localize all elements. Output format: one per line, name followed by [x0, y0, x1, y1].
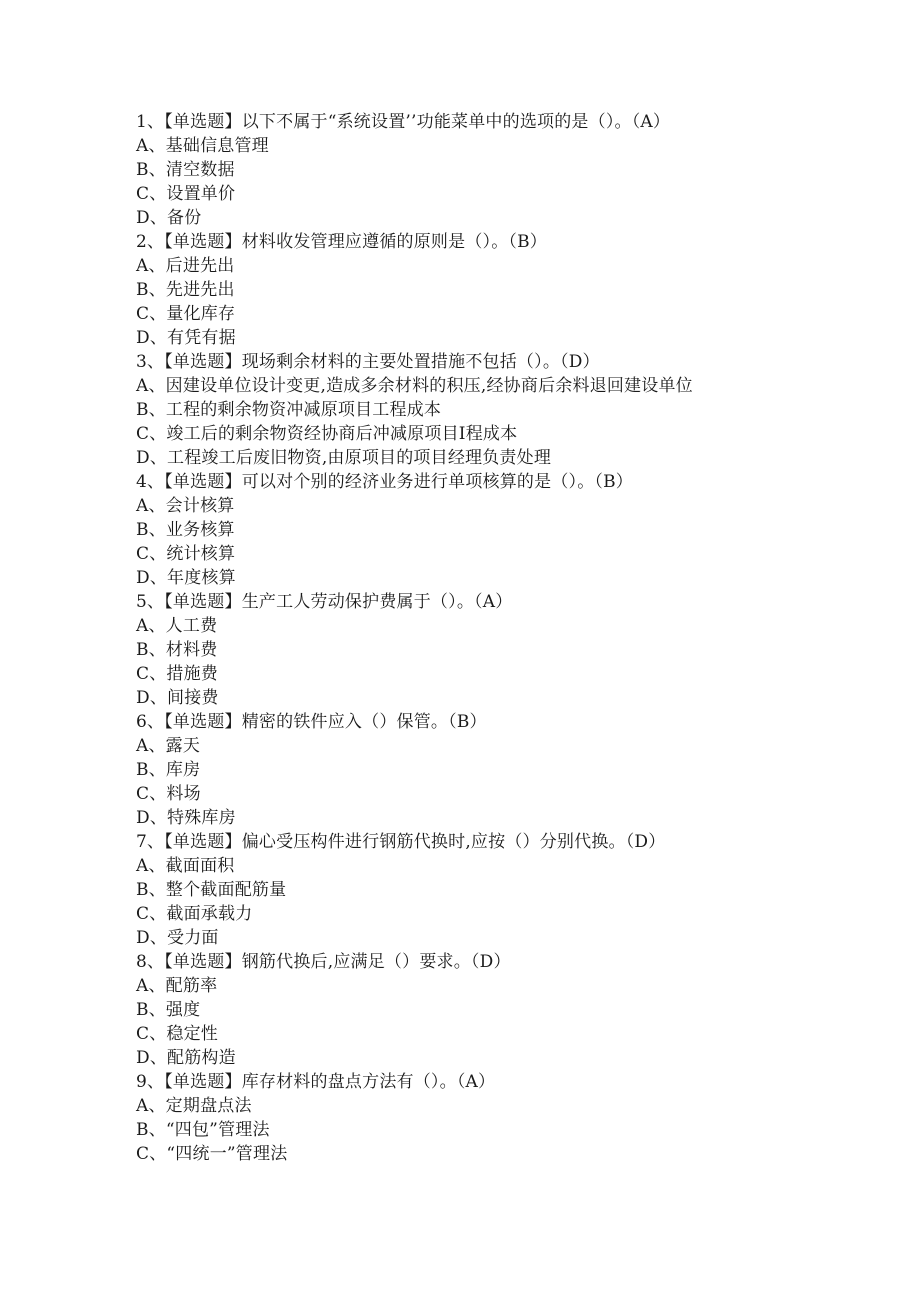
question-4-option-a: A、会计核算 — [136, 496, 235, 516]
question-5-stem: 5、【单选题】生产工人劳动保护费属于（）。（A） — [136, 592, 513, 612]
question-6-option-d: D、特殊库房 — [136, 808, 236, 828]
question-9-option-b: B、“四包”管理法 — [136, 1120, 270, 1140]
question-7-stem: 7、【单选题】偏心受压构件进行钢筋代换时,应按（）分别代换。（D） — [136, 832, 666, 852]
question-1-stem: 1、【单选题】以下不属于“系统设置’’功能菜单中的选项的是（）。（A） — [136, 112, 671, 132]
question-3-option-c: C、竣工后的剩余物资经协商后冲减原项目I程成本 — [136, 424, 518, 444]
question-3-option-b: B、工程的剩余物资冲减原项目工程成本 — [136, 400, 442, 420]
question-2-stem: 2、【单选题】材料收发管理应遵循的原则是（）。（B） — [136, 232, 548, 252]
question-7-option-c: C、截面承载力 — [136, 904, 253, 924]
question-7-option-d: D、受力面 — [136, 928, 219, 948]
question-2-option-b: B、先进先出 — [136, 280, 235, 300]
question-6-option-b: B、库房 — [136, 760, 201, 780]
question-4-option-b: B、业务核算 — [136, 520, 235, 540]
question-1-option-b: B、清空数据 — [136, 160, 235, 180]
question-9-option-a: A、定期盘点法 — [136, 1096, 252, 1116]
question-8-option-c: C、稳定性 — [136, 1024, 219, 1044]
question-8-stem: 8、【单选题】钢筋代换后,应满足（）要求。（D） — [136, 952, 511, 972]
question-list — [136, 110, 856, 1166]
question-2-option-d: D、有凭有据 — [136, 328, 236, 348]
question-8-option-a: A、配筋率 — [136, 976, 218, 996]
question-4-stem: 4、【单选题】可以对个别的经济业务进行单项核算的是（）。（B） — [136, 472, 634, 492]
question-3-stem: 3、【单选题】现场剩余材料的主要处置措施不包括（）。（D） — [136, 352, 600, 372]
question-9-option-c: C、“四统一”管理法 — [136, 1144, 288, 1164]
question-8-option-d: D、配筋构造 — [136, 1048, 236, 1068]
question-2-option-a: A、后进先出 — [136, 256, 235, 276]
question-3-option-a: A、因建设单位设计变更,造成多余材料的积压,经协商后余料退回建设单位 — [136, 376, 693, 396]
question-6-option-a: A、露天 — [136, 736, 201, 756]
question-4-option-d: D、年度核算 — [136, 568, 236, 588]
question-4-option-c: C、统计核算 — [136, 544, 236, 564]
question-5-option-b: B、材料费 — [136, 640, 218, 660]
question-2-option-c: C、量化库存 — [136, 304, 236, 324]
question-7-option-b: B、整个截面配筋量 — [136, 880, 287, 900]
question-1-option-a: A、基础信息管理 — [136, 136, 269, 156]
question-8-option-b: B、强度 — [136, 1000, 201, 1020]
question-3-option-d: D、工程竣工后废旧物资,由原项目的项目经理负责处理 — [136, 448, 552, 468]
question-9-stem: 9、【单选题】库存材料的盘点方法有（）。（A） — [136, 1072, 496, 1092]
question-5-option-d: D、间接费 — [136, 688, 219, 708]
question-5-option-a: A、人工费 — [136, 616, 218, 636]
question-1-option-d: D、备份 — [136, 208, 202, 228]
question-7-option-a: A、截面面积 — [136, 856, 235, 876]
question-1-option-c: C、设置单价 — [136, 184, 236, 204]
question-5-option-c: C、措施费 — [136, 664, 219, 684]
question-6-option-c: C、料场 — [136, 784, 201, 804]
question-6-stem: 6、【单选题】精密的铁件应入（）保管。（B） — [136, 712, 487, 732]
